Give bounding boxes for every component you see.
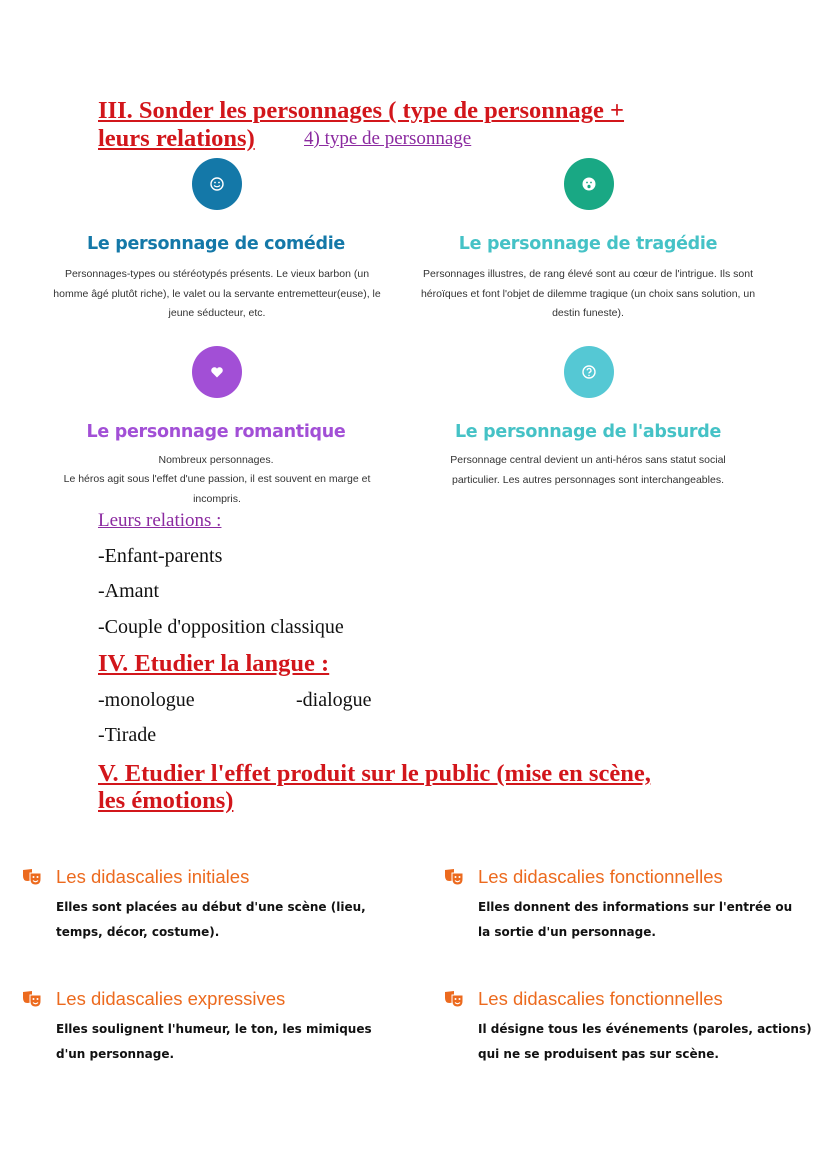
relations-title: Leurs relations :	[98, 510, 222, 531]
relation-item: -Couple d'opposition classique	[98, 616, 344, 638]
didascalie-text: Elles sont placées au début d'une scène (lieu, temps, décor, costume).	[56, 900, 366, 939]
didascalie-text: Elles soulignent l'humeur, le ton, les mimiques d'un personnage.	[56, 1022, 372, 1061]
absurde-title: Le personnage de l'absurde	[454, 422, 722, 442]
absurde-text: Personnage central devient un anti-héros sans statut social particulier. Les autres personnages sont interchangeables.	[450, 454, 726, 486]
section-4-title: IV. Etudier la langue :	[98, 650, 330, 677]
langue-item-tirade: -Tirade	[98, 724, 157, 746]
type-de-personnage-link[interactable]: 4) type de personnage	[304, 128, 472, 149]
section-3-title-line1: III. Sonder les personnages ( type de personnage +	[98, 97, 625, 124]
section-5-title-line2: les émotions)	[98, 787, 234, 814]
theater-masks-icon	[444, 989, 464, 1009]
didascalie-block	[22, 866, 402, 945]
smile-icon	[209, 176, 225, 192]
langue-item-dialogue: -dialogue	[296, 689, 372, 711]
comedie-circle	[192, 158, 242, 210]
relation-item: -Amant	[98, 580, 160, 602]
relation-item: -Enfant-parents	[98, 545, 223, 567]
theater-masks-icon	[22, 989, 42, 1009]
comedie-text: Personnages-types ou stéréotypés présents. Le vieux barbon (un homme âgé plutôt riche), le valet ou la servante entremetteur(euse), le jeune séducteur, etc.	[53, 268, 381, 319]
theater-masks-icon	[444, 867, 464, 887]
didascalie-block	[22, 988, 402, 1067]
section-3-title-line2: leurs relations)	[98, 125, 255, 152]
absurde-circle	[564, 346, 614, 398]
didascalie-text: Elles donnent des informations sur l'entrée ou la sortie d'un personnage.	[478, 900, 793, 939]
section-5-title-line1: V. Etudier l'effet produit sur le public (mise en scène,	[98, 760, 651, 787]
romantique-text-line1: Nombreux personnages.	[158, 454, 274, 466]
theater-masks-icon	[22, 867, 42, 887]
didascalie-text: Il désigne tous les événements (paroles, actions) qui ne se produisent pas sur scène.	[478, 1022, 812, 1061]
tragedie-title: Le personnage de tragédie	[458, 234, 718, 254]
sad-face-icon	[581, 176, 597, 192]
romantique-circle	[192, 346, 242, 398]
didascalie-block	[444, 866, 824, 945]
question-icon	[581, 364, 597, 380]
romantique-text-line2: Le héros agit sous l'effet d'une passion, il est souvent en marge et incompris.	[63, 473, 371, 505]
tragedie-circle	[564, 158, 614, 210]
romantique-title: Le personnage romantique	[86, 422, 346, 442]
didascalie-title: Les didascalies expressives	[56, 988, 286, 1009]
didascalie-block	[444, 988, 824, 1067]
heart-icon	[209, 364, 225, 380]
didascalie-title: Les didascalies fonctionnelles	[478, 988, 723, 1009]
tragedie-text: Personnages illustres, de rang élevé sont au cœur de l'intrigue. Ils sont héroïques et font l'objet de dilemme tragique (un choix sans solution, un destin funeste).	[420, 268, 756, 319]
didascalie-title: Les didascalies initiales	[56, 866, 250, 887]
langue-item-monologue: -monologue	[98, 689, 195, 711]
comedie-title: Le personnage de comédie	[87, 234, 345, 254]
didascalie-title: Les didascalies fonctionnelles	[478, 866, 723, 887]
